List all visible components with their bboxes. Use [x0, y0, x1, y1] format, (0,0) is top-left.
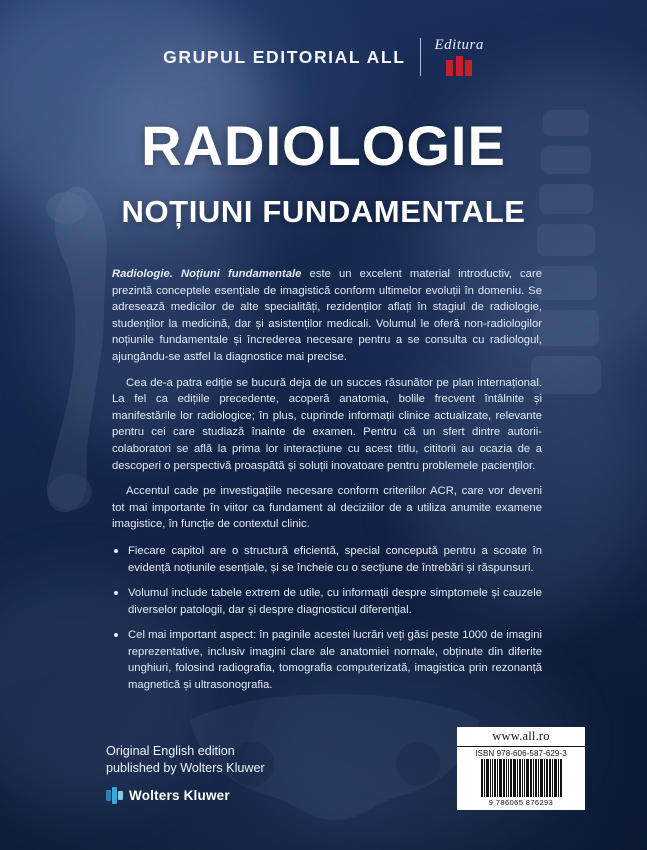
- publisher-logo-word: Editura: [434, 37, 484, 53]
- barcode-icon: [463, 759, 579, 797]
- blurb-paragraph-2: Cea de-a patra ediție se bucură deja de un succes răsunător pe plan internațional. La fel ca edițiile precedente, acoperă anatomia, bolile frecvent întâlnite și manifestările lor radiologice; în plus, cuprinde informații clinice actualizate, relevante pentru cei care studiază înainte de examen. Pentru că un sfert dintre autorii-colaboratori se află la prima lor interacțiune cu acest titlu, cititorii au ocazia de a descoperi o perspectivă proaspătă și soluții inovatoare pentru problemele pacienților.: [112, 376, 542, 472]
- publisher-name: GRUPUL EDITORIAL ALL: [163, 46, 406, 67]
- publisher-header: [0, 38, 647, 76]
- barcode-digits: 9 786065 876293: [488, 798, 554, 807]
- isbn-barcode-block: [457, 727, 585, 810]
- list-item: Fiecare capitol are o structură eficientă, special concepută pentru a scoate în evidență noțiunile esențiale, și se încheie cu o secțiune de întrebări și răspunsuri.: [112, 543, 542, 576]
- list-item: Cel mai important aspect: în paginile acestei lucrări veți găsi peste 1000 de imagini reprezentative, inclusiv imagini clare ale anatomiei normale, obținute din diferite unghiuri, folosind radiografia, tomografia computerizată, imagistica prin rezonanță magnetică și ultrasonografia.: [112, 627, 542, 693]
- book-subtitle: NOȚIUNI FUNDAMENTALE: [121, 194, 526, 229]
- blurb-paragraph-3: Accentul cade pe investigațiile necesare conform criteriilor ACR, care vor deveni tot mai importante în viitor ca fundament al deciziilor de a utiliza anumite examene imagistice, în funcție de contextul clinic.: [112, 485, 542, 531]
- original-edition-line-2: published by Wolters Kluwer: [106, 761, 265, 776]
- wolters-kluwer-mark-icon: [106, 787, 123, 804]
- feature-list: [112, 543, 542, 694]
- book-title: RADIOLOGIE: [141, 114, 506, 177]
- wolters-kluwer-name: Wolters Kluwer: [129, 787, 230, 803]
- blurb-title-italic: Radiologie. Noțiuni fundamentale: [112, 268, 302, 280]
- wolters-kluwer-logo: [106, 787, 265, 805]
- original-edition-credit: [106, 743, 265, 805]
- all-publisher-logo: [435, 38, 484, 76]
- original-edition-line-1: Original English edition: [106, 744, 235, 759]
- blurb-paragraph-1-rest: este un excelent material introductiv, care prezintă conceptele esențiale de imagistică conform ultimelor evoluții în domeniu. Se adresează medicilor de alte specialități, rezidenților aflați în stagiul de radiologie, studenților la medicină, dar și asistenților medicali. Volumul le oferă non-radiologilor noțiunile fundamentale și încrederea necesare pentru a se consulta cu radiologul, ajungându-se astfel la diagnostice mai precise.: [112, 268, 542, 363]
- header-divider: [420, 38, 421, 76]
- back-cover-blurb: [112, 266, 542, 703]
- list-item: Volumul include tabele extrem de utile, cu informații despre simptomele și cauzele diverselor patologii, dar și despre diagnosticul diferenţial.: [112, 585, 542, 618]
- blurb-paragraph-1: [112, 266, 542, 366]
- all-logo-bars-icon: [446, 56, 472, 76]
- publisher-website: www.all.ro: [457, 727, 585, 747]
- isbn-number: ISBN 978-606-587-629-3: [475, 749, 567, 758]
